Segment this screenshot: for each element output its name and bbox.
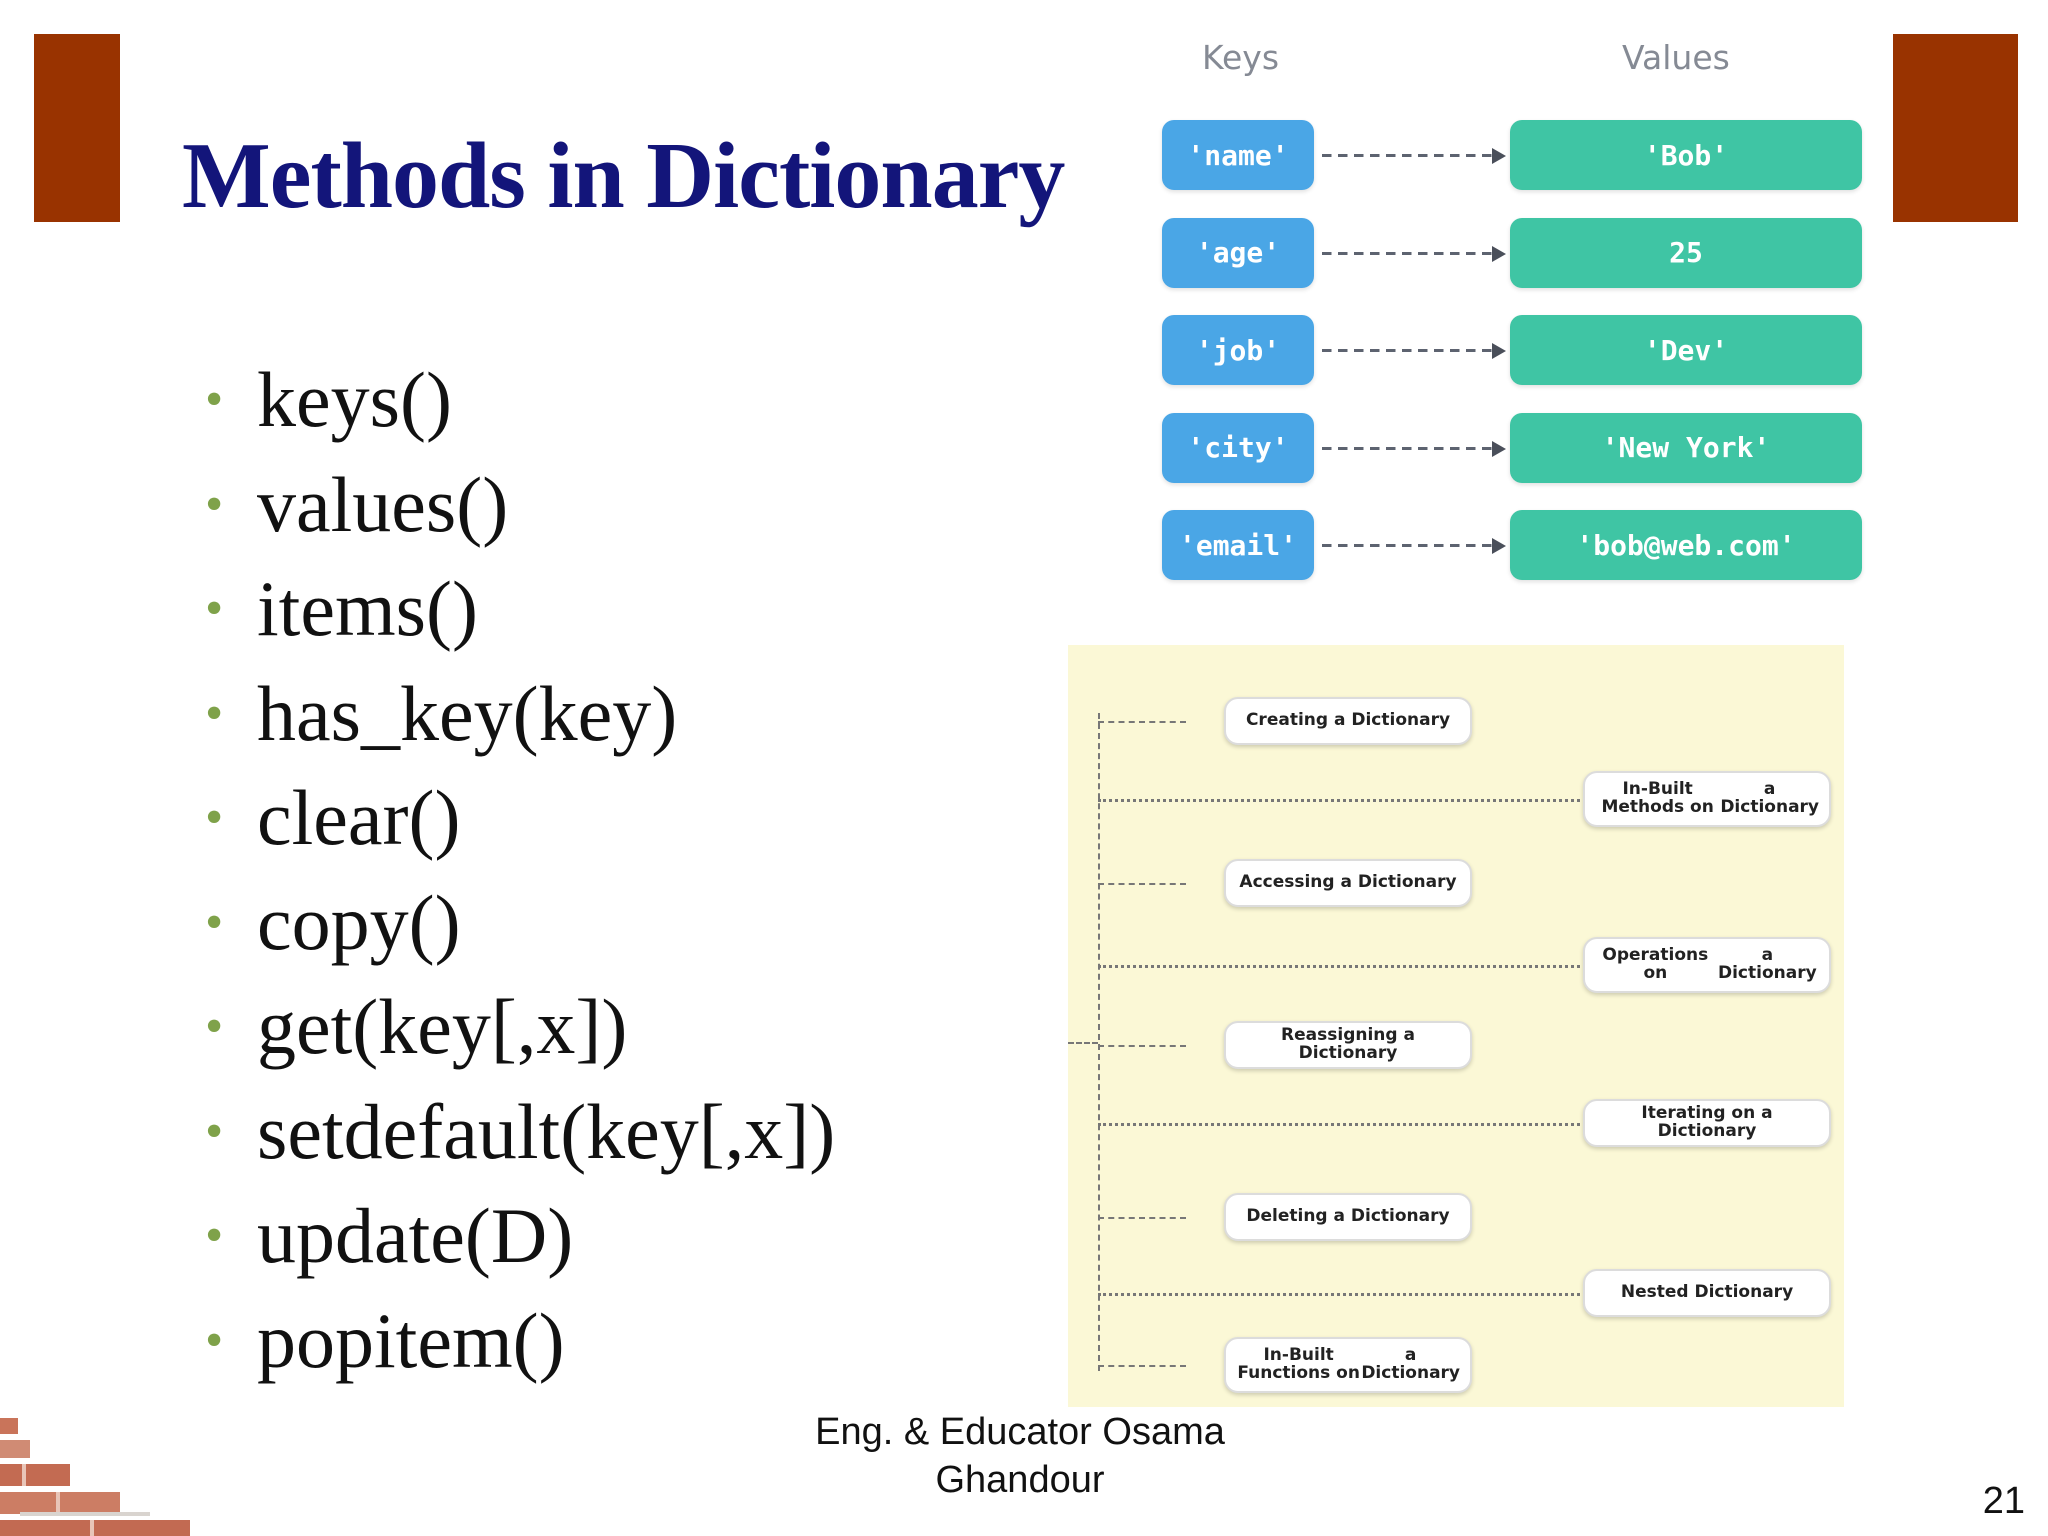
tree-branch-line [1098,721,1186,723]
bullet-icon: • [205,580,224,637]
topic-node-label: Deleting a Dictionary [1246,1206,1450,1227]
bullet-icon: • [205,1207,224,1264]
kv-value-box: 'Bob' [1510,120,1862,190]
corner-accent-left [34,34,120,222]
dashed-arrow-line [1322,252,1494,255]
kv-row [1162,510,1862,580]
tree-branch-line [1098,1045,1186,1047]
tree-branch-line [1098,1123,1598,1126]
footer-author [790,1408,1250,1504]
method-label: popitem() [257,1296,565,1384]
topic-node [1224,697,1472,745]
arrowhead-icon [1492,343,1506,359]
tree-branch-line [1098,799,1598,802]
kv-value-box: 'New York' [1510,413,1862,483]
method-label: get(key[,x]) [257,983,628,1070]
bullet-icon: • [205,893,224,951]
tree-spine-line [1098,713,1100,1371]
topic-node-label: a Dictionary [1720,779,1820,817]
dashed-arrow-line [1322,544,1494,547]
kv-row [1162,218,1862,288]
topic-node [1224,1193,1472,1241]
method-label: items() [257,565,478,652]
method-label: setdefault(key[,x]) [257,1087,836,1175]
topic-node [1583,1269,1831,1317]
tree-root-stub-line [1068,1042,1098,1044]
topic-node-label: Reassigning a Dictionary [1281,1025,1415,1063]
bullet-icon: • [205,998,224,1055]
kv-value-box: 'bob@web.com' [1510,510,1862,580]
arrowhead-icon [1492,148,1506,164]
bullet-icon: • [205,684,224,742]
kv-key-box: 'job' [1162,315,1314,385]
bricks-decoration [0,1408,200,1536]
kv-key-box: 'name' [1162,120,1314,190]
author-line-2: Ghandour [935,1459,1105,1501]
topic-node-label: Creating a Dictionary [1245,710,1451,731]
kv-key-box: 'age' [1162,218,1314,288]
method-label: values() [257,460,509,548]
topic-node [1583,1099,1831,1147]
topic-node-label: Iterating on a Dictionary [1641,1103,1773,1141]
topic-node-label: In-Built Methods on [1601,779,1714,817]
bullet-icon: • [205,789,224,846]
tree-branch-line [1098,1217,1186,1219]
method-label: keys() [257,356,452,443]
keys-values-diagram [1150,30,1870,590]
bullet-icon: • [205,371,224,428]
page-number: 21 [1982,1480,2025,1522]
tree-branch-line [1098,965,1598,968]
tree-branch-line [1098,1365,1186,1367]
slide-title: Methods in Dictionary [182,124,1065,228]
corner-accent-right [1893,34,2018,222]
topic-node-label: a Dictionary [1361,1345,1461,1383]
topic-node-label: Accessing a Dictionary [1239,872,1457,893]
method-label: has_key(key) [257,669,678,757]
topic-node-label: a Dictionary [1717,945,1817,983]
arrowhead-icon [1492,246,1506,262]
kv-row [1162,120,1862,190]
keys-header: Keys [1202,38,1280,77]
kv-row [1162,413,1862,483]
method-label: update(D) [257,1192,574,1279]
topic-node-label: Operations on [1602,945,1709,983]
dictionary-topics-diagram [1068,645,1844,1407]
topic-node [1224,859,1472,907]
bullet-icon: • [205,475,224,533]
kv-value-box: 25 [1510,218,1862,288]
values-header: Values [1622,38,1730,77]
bullet-icon: • [205,1311,224,1369]
method-label: clear() [257,774,461,861]
topic-node [1224,1337,1472,1393]
arrowhead-icon [1492,538,1506,554]
method-label: copy() [257,878,461,966]
kv-key-box: 'city' [1162,413,1314,483]
author-line-1: Eng. & Educator Osama [815,1411,1225,1453]
kv-key-box: 'email' [1162,510,1314,580]
kv-row [1162,315,1862,385]
dashed-arrow-line [1322,447,1494,450]
topic-node-label: Nested Dictionary [1620,1282,1794,1303]
dashed-arrow-line [1322,349,1494,352]
topic-node-label: In-Built Functions on [1237,1345,1360,1383]
topic-node [1224,1021,1472,1069]
topic-node [1583,937,1831,993]
tree-branch-line [1098,1293,1598,1296]
arrowhead-icon [1492,441,1506,457]
tree-branch-line [1098,883,1186,885]
topic-node [1583,771,1831,827]
dashed-arrow-line [1322,154,1494,157]
kv-value-box: 'Dev' [1510,315,1862,385]
bullet-icon: • [205,1102,224,1160]
